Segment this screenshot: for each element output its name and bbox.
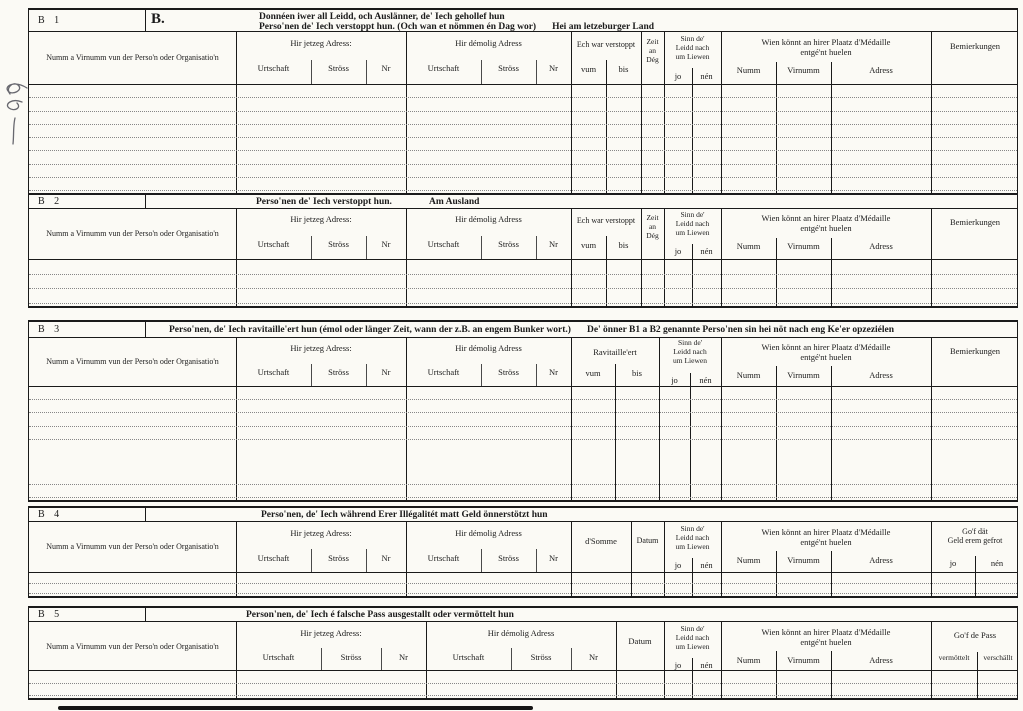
sub-vermottelt-label: vermöttelt bbox=[938, 653, 970, 662]
col-ravitailleert-header: Ravitaille'ert bbox=[593, 347, 637, 357]
scan-artifact-bar bbox=[58, 706, 533, 710]
sub-urtschaft-label: Urtschaft bbox=[257, 63, 290, 73]
col-medal-line2-label: entgé'nt huelen bbox=[800, 223, 852, 234]
section-b2-title: Perso'nen de' Iech verstoppt hun. bbox=[256, 197, 392, 207]
section-b2-id: B 2 bbox=[29, 195, 146, 208]
empty-row bbox=[29, 151, 1017, 164]
col-former-address-header: Hir démolig Adress bbox=[487, 628, 555, 638]
sub-stross-label: Ströss bbox=[328, 239, 349, 249]
empty-row bbox=[29, 85, 1017, 98]
col-medal-line1-label: Wien könnt an hirer Plaatz d'Médaille bbox=[761, 627, 891, 637]
sub-bis-label: bis bbox=[618, 64, 629, 74]
sub-stross-label: Ströss bbox=[328, 553, 349, 563]
section-b3-title-row bbox=[29, 322, 1017, 338]
col-medal-line1-label: Wien könnt an hirer Plaatz d'Médaille bbox=[761, 527, 891, 537]
col-alive-line2-label: Leidd nach bbox=[675, 632, 710, 642]
col-bemierkungen-header: Bemierkungen bbox=[949, 346, 1001, 356]
col-alive-line2-label: Leidd nach bbox=[673, 346, 707, 356]
section-b3 bbox=[28, 320, 1018, 502]
sub-jo-label: jo bbox=[674, 660, 682, 670]
col-alive-header bbox=[659, 339, 721, 366]
sub-nen-label: nén bbox=[700, 560, 713, 570]
section-b5-title: Person'nen, de' Iech é falsche Pass ausgestallt oder vermöttelt hun bbox=[246, 610, 514, 620]
sub-vum-label: vum bbox=[580, 64, 597, 74]
empty-row bbox=[29, 178, 1017, 191]
empty-row bbox=[29, 165, 1017, 178]
section-b2-table bbox=[29, 209, 1017, 306]
col-name-header: Numm a Virnumm vun der Perso'n oder Organisatio'n bbox=[46, 542, 219, 551]
col-medal-line2-label: entgé'nt huelen bbox=[800, 537, 852, 548]
col-alive-header bbox=[664, 211, 721, 238]
section-b5-id: B 5 bbox=[29, 608, 146, 621]
sub-jo-label: jo bbox=[949, 558, 957, 568]
section-b1 bbox=[28, 8, 1018, 195]
empty-row bbox=[29, 584, 1017, 595]
sub-stross-label: Ströss bbox=[340, 652, 362, 662]
empty-row bbox=[29, 125, 1017, 138]
col-zeit-line3-label: Dég bbox=[646, 230, 659, 240]
sub-nr-label: Nr bbox=[381, 63, 391, 73]
grid-line bbox=[7, 84, 27, 144]
section-b2-rows bbox=[29, 260, 1017, 304]
sub-nr-label: Nr bbox=[399, 652, 408, 662]
empty-row bbox=[29, 260, 1017, 275]
col-former-address-header: Hir démolig Adress bbox=[455, 343, 522, 353]
section-b3-rows bbox=[29, 387, 1017, 498]
section-b4-title-row bbox=[29, 508, 1017, 522]
sub-adress-label: Adress bbox=[869, 555, 893, 565]
sub-nr-label: Nr bbox=[381, 239, 391, 249]
col-alive-line3-label: um Liewen bbox=[675, 541, 710, 551]
section-b1-title-line1: Donnéen iwer all Leidd, och Auslänner, de' Iech gehollef hun bbox=[259, 12, 505, 22]
col-alive-line1-label: Sinn de' bbox=[680, 34, 705, 43]
sub-nr-label: Nr bbox=[549, 367, 558, 377]
col-medal-line2-label: entgé'nt huelen bbox=[800, 47, 852, 58]
col-alive-line3-label: um Liewen bbox=[675, 641, 710, 651]
sub-jo-label: jo bbox=[671, 375, 678, 385]
section-b1-table bbox=[29, 32, 1017, 193]
section-b2-title-location: Am Ausland bbox=[429, 197, 480, 207]
sub-nr-label: Nr bbox=[549, 63, 558, 73]
empty-row bbox=[29, 671, 1017, 684]
sub-stross-label: Ströss bbox=[498, 63, 519, 73]
section-b5 bbox=[28, 606, 1018, 700]
sub-jo-label: jo bbox=[674, 246, 682, 256]
col-zeit-header bbox=[641, 214, 664, 241]
col-money-returned-header bbox=[931, 527, 1019, 546]
col-former-address-header: Hir démolig Adress bbox=[455, 214, 522, 224]
sub-urtschaft-label: Urtschaft bbox=[427, 239, 460, 249]
sub-adress-label: Adress bbox=[869, 655, 893, 665]
sub-numm-label: Numm bbox=[736, 655, 761, 665]
col-current-address-header: Hir jetzeg Adress: bbox=[290, 528, 352, 538]
sub-stross-label: Ströss bbox=[328, 367, 349, 377]
sub-adress-label: Adress bbox=[869, 370, 893, 380]
sub-urtschaft-label: Urtschaft bbox=[427, 553, 460, 563]
sub-urtschaft-label: Urtschaft bbox=[257, 367, 290, 377]
sub-nr-label: Nr bbox=[381, 553, 391, 563]
sub-stross-label: Ströss bbox=[498, 553, 519, 563]
sub-nr-label: Nr bbox=[549, 553, 558, 563]
col-medal-line2-label: entgé'nt huelen bbox=[800, 352, 852, 363]
col-name-header: Numm a Virnumm vun der Perso'n oder Organisatio'n bbox=[46, 642, 219, 651]
section-b1-title-line2-text: Perso'nen de' Iech verstoppt hun. (Och wan et nömmen én Dag wor) bbox=[259, 22, 537, 32]
col-alive-line3-label: um Liewen bbox=[675, 51, 710, 61]
empty-row bbox=[29, 413, 1017, 426]
col-alive-line1-label: Sinn de' bbox=[680, 210, 705, 219]
col-somme-header: d'Somme bbox=[585, 536, 617, 546]
col-zeit-line2-label: an bbox=[648, 221, 657, 231]
sub-nen-label: nén bbox=[699, 375, 712, 385]
section-letter: B. bbox=[151, 11, 165, 27]
col-alive-header bbox=[664, 525, 721, 552]
col-alive-line1-label: Sinn de' bbox=[680, 624, 705, 633]
empty-row bbox=[29, 472, 1017, 485]
sub-nr-label: Nr bbox=[589, 652, 598, 662]
empty-row bbox=[29, 275, 1017, 290]
empty-row bbox=[29, 485, 1017, 498]
sub-virnumm-label: Virnumm bbox=[787, 655, 820, 665]
col-gof-line2-label: Geld erem gefrot bbox=[947, 536, 1003, 546]
section-b4-title: Perso'nen, de' Iech während Erer Illégalitét matt Geld önnerstötzt hun bbox=[261, 510, 548, 520]
col-name-header: Numm a Virnumm vun der Perso'n oder Organisatio'n bbox=[46, 357, 219, 366]
section-b5-title-row bbox=[29, 608, 1017, 622]
sub-vum-label: vum bbox=[580, 240, 597, 250]
section-b4-id: B 4 bbox=[29, 508, 146, 521]
col-name-header: Numm a Virnumm vun der Perso'n oder Organisatio'n bbox=[46, 229, 219, 238]
empty-row bbox=[29, 573, 1017, 584]
col-medal-line2-label: entgé'nt huelen bbox=[800, 637, 852, 648]
col-medal-header bbox=[721, 37, 931, 57]
section-b3-title bbox=[169, 325, 894, 335]
section-b4-rows bbox=[29, 573, 1017, 594]
sub-bis-label: bis bbox=[618, 240, 629, 250]
section-b2 bbox=[28, 195, 1018, 308]
handwriting-margin-note bbox=[0, 78, 30, 153]
section-b1-rows bbox=[29, 85, 1017, 191]
col-medal-line1-label: Wien könnt an hirer Plaatz d'Médaille bbox=[761, 342, 891, 352]
col-hidden-header: Ech war verstoppt bbox=[576, 216, 636, 225]
section-b4-table bbox=[29, 522, 1017, 596]
sub-jo-label: jo bbox=[674, 71, 682, 81]
empty-row bbox=[29, 387, 1017, 400]
sub-nr-label: Nr bbox=[549, 239, 558, 249]
col-datum-header: Datum bbox=[628, 636, 652, 646]
col-current-address-header: Hir jetzeg Adress: bbox=[300, 628, 362, 638]
sub-bis-label: bis bbox=[632, 368, 642, 378]
sub-nr-label: Nr bbox=[381, 367, 391, 377]
col-alive-line2-label: Leidd nach bbox=[675, 532, 710, 542]
row-spacer bbox=[29, 440, 1017, 472]
col-zeit-line1-label: Zeit bbox=[646, 213, 659, 222]
col-medal-header bbox=[721, 342, 931, 362]
col-zeit-header bbox=[641, 38, 664, 65]
empty-row bbox=[29, 112, 1017, 125]
section-b1-title-line2 bbox=[259, 22, 654, 32]
col-alive-header bbox=[664, 35, 721, 62]
sub-stross-label: Ströss bbox=[498, 367, 519, 377]
sub-urtschaft-label: Urtschaft bbox=[257, 239, 290, 249]
col-current-address-header: Hir jetzeg Adress: bbox=[290, 38, 352, 48]
section-b5-table bbox=[29, 622, 1017, 698]
empty-row bbox=[29, 98, 1017, 111]
col-alive-line2-label: Leidd nach bbox=[675, 42, 710, 52]
sub-urtschaft-label: Urtschaft bbox=[427, 367, 460, 377]
section-b3-table bbox=[29, 338, 1017, 500]
col-bemierkungen-header: Bemierkungen bbox=[949, 41, 1001, 51]
section-b2-title-row bbox=[29, 195, 1017, 209]
sub-numm-label: Numm bbox=[736, 65, 761, 75]
col-medal-line1-label: Wien könnt an hirer Plaatz d'Médaille bbox=[761, 213, 891, 223]
col-zeit-line1-label: Zeit bbox=[646, 37, 659, 46]
section-b5-rows bbox=[29, 671, 1017, 696]
sub-urtschaft-label: Urtschaft bbox=[427, 63, 460, 73]
col-gof-line1-label: Go'f dät bbox=[962, 527, 988, 536]
sub-virnumm-label: Virnumm bbox=[787, 370, 820, 380]
sub-urtschaft-label: Urtschaft bbox=[262, 652, 295, 662]
sub-adress-label: Adress bbox=[869, 241, 893, 251]
col-alive-header bbox=[664, 625, 721, 652]
col-datum-header: Datum bbox=[636, 536, 659, 545]
empty-row bbox=[29, 138, 1017, 151]
col-hidden-header: Ech war verstoppt bbox=[576, 40, 636, 49]
section-b3-id: B 3 bbox=[29, 322, 146, 337]
sub-virnumm-label: Virnumm bbox=[787, 241, 820, 251]
sub-numm-label: Numm bbox=[736, 555, 761, 565]
sub-urtschaft-label: Urtschaft bbox=[452, 652, 485, 662]
empty-row bbox=[29, 400, 1017, 413]
empty-row bbox=[29, 427, 1017, 440]
col-medal-line1-label: Wien könnt an hirer Plaatz d'Médaille bbox=[761, 37, 891, 47]
empty-row bbox=[29, 684, 1017, 697]
sub-vum-label: vum bbox=[585, 368, 601, 378]
section-b1-title-location: Hei am letzeburger Land bbox=[552, 22, 655, 32]
col-alive-line3-label: um Liewen bbox=[673, 355, 707, 365]
col-former-address-header: Hir démolig Adress bbox=[455, 528, 522, 538]
sub-stross-label: Ströss bbox=[530, 652, 552, 662]
sub-nen-label: nén bbox=[990, 558, 1004, 568]
sub-stross-label: Ströss bbox=[328, 63, 349, 73]
col-bemierkungen-header: Bemierkungen bbox=[949, 217, 1001, 227]
sub-adress-label: Adress bbox=[869, 65, 893, 75]
sub-virnumm-label: Virnumm bbox=[787, 65, 820, 75]
col-pass-header: Go'f de Pass bbox=[953, 630, 997, 640]
col-current-address-header: Hir jetzeg Adress: bbox=[290, 214, 352, 224]
col-zeit-line3-label: Dég bbox=[646, 54, 659, 64]
sub-virnumm-label: Virnumm bbox=[787, 555, 820, 565]
sub-numm-label: Numm bbox=[736, 241, 761, 251]
section-b4 bbox=[28, 506, 1018, 598]
col-zeit-line2-label: an bbox=[648, 45, 657, 55]
col-former-address-header: Hir démolig Adress bbox=[455, 38, 522, 48]
sub-urtschaft-label: Urtschaft bbox=[257, 553, 290, 563]
col-medal-header bbox=[721, 627, 931, 647]
empty-row bbox=[29, 289, 1017, 304]
col-alive-line3-label: um Liewen bbox=[675, 227, 710, 237]
section-b1-title-row bbox=[29, 10, 1017, 32]
sub-verschallt-label: verschällt bbox=[983, 653, 1013, 662]
col-medal-header bbox=[721, 527, 931, 547]
section-b3-title-note: De' önner B1 a B2 genannte Perso'nen sin hei nöt nach eng Ke'er opzeziélen bbox=[586, 325, 895, 335]
section-b3-title-text: Perso'nen, de' Iech ravitaille'ert hun (émol oder länger Zeit, wann der z.B. an engem Bunker wort.) bbox=[169, 325, 571, 335]
sub-nen-label: nén bbox=[700, 246, 713, 256]
sub-jo-label: jo bbox=[674, 560, 682, 570]
col-alive-line2-label: Leidd nach bbox=[675, 218, 710, 228]
col-alive-line1-label: Sinn de' bbox=[677, 338, 703, 347]
sub-stross-label: Ströss bbox=[498, 239, 519, 249]
section-b1-id: B 1 bbox=[29, 10, 146, 31]
sub-nen-label: nén bbox=[700, 71, 713, 81]
sub-numm-label: Numm bbox=[736, 370, 761, 380]
col-medal-header bbox=[721, 213, 931, 233]
col-current-address-header: Hir jetzeg Adress: bbox=[290, 343, 352, 353]
col-alive-line1-label: Sinn de' bbox=[680, 524, 705, 533]
col-name-header: Numm a Virnumm vun der Perso'n oder Organisatio'n bbox=[46, 53, 219, 62]
sub-nen-label: nén bbox=[700, 660, 713, 670]
